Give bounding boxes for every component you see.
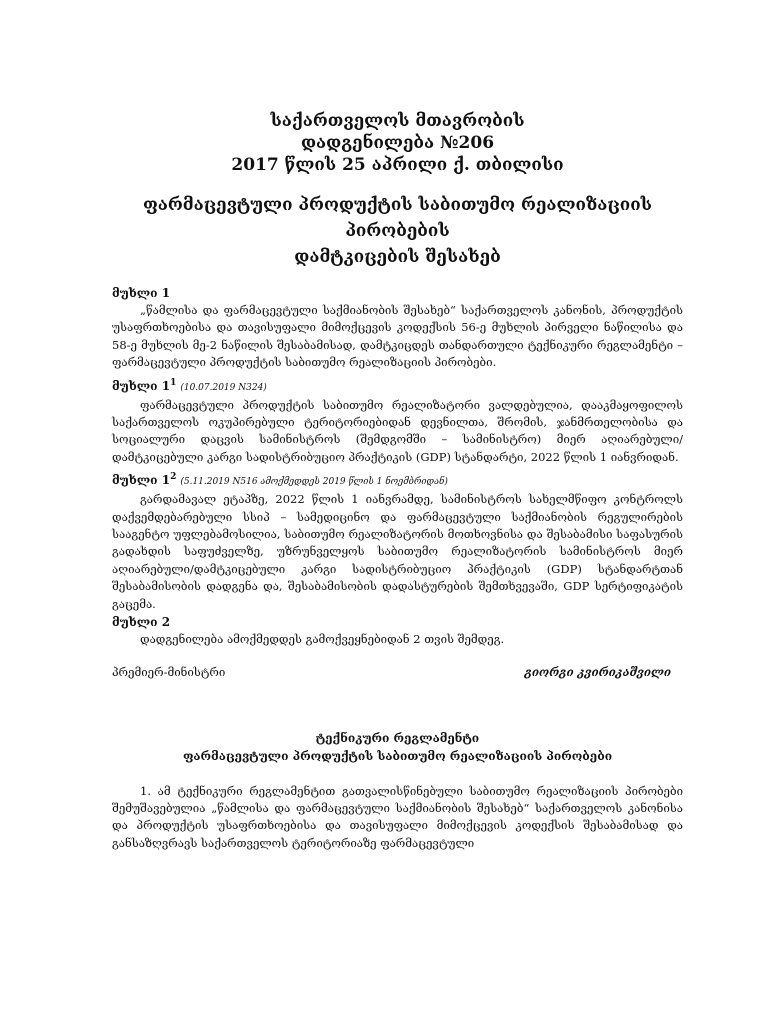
signature-position: პრემიერ-მინისტრი [112, 664, 226, 679]
article-1-2-heading [112, 468, 683, 491]
title-line-2: დამტკიცების შესახებ [294, 247, 501, 267]
article-2-text: დადგენილება ამოქმედდეს გამოქვეყნებიდან 2 თვის შემდეგ. [140, 632, 505, 647]
regulation-title: ტექნიკური რეგლამენტი [315, 730, 480, 745]
article-2-heading [112, 613, 683, 631]
document-title [112, 192, 683, 270]
article-superscript: 2 [170, 472, 177, 483]
article-1-1-heading [112, 374, 683, 397]
regulation-paragraph-1: 1. ამ ტექნიკური რეგლამენტით გათვალისწინებული საბითუმო რეალიზაციის პირობები შემუშავებულია „წამლისა და ფარმაცევტული საქმიანობის შესახებ“ საქართველოს კანონისა და პროდუქტის უსაფრთხოებისა და თავისუფალი მიმოქცევის კოდექსის შესაბამისად და განსაზღვრავს საქართველოს ტერიტორიაზე ფარმაცევტული [112, 783, 683, 850]
article-heading-text: მუხლი 2 [112, 615, 171, 630]
amendment-note: (5.11.2019 N516 ამოქმედდეს 2019 წლის 1 ნოემბრიდან) [180, 477, 448, 488]
articles [112, 284, 683, 649]
header-government: საქართველოს მთავრობის [270, 111, 525, 131]
signature-block [112, 665, 683, 679]
article-heading-text: მუხლი 1 [112, 473, 171, 488]
header-date-place: 2017 წლის 25 აპრილი ქ. თბილისი [231, 155, 564, 175]
article-1-2-text: გარდამავალ ეტაპზე, 2022 წლის 1 იანვრამდე, სამინისტროს სახელმწიფო კონტროლს დაქვემდებარებული სსიპ – სამედიცინო და ფარმაცევტული საქმიანობის რეგულირების სააგენტო უფლებამოსილია, საბითუმო რეალიზატორის მოთხოვნისა და შესაბამისი საფასურის გადახდის საფუძველზე, უზრუნველყოს საბითუმო რეალიზატორის სამინისტროს მიერ აღიარებული/დამტკიცებული კარგი სადისტრიბუციო პრაქტიკის (GDP) სტანდარტთან შესაბამისობის დადგენა და, შესაბამისობის დადასტურების შემთხვევაში, GDP სერტიფიკატის გაცემა. [112, 492, 683, 611]
article-superscript: 1 [170, 377, 177, 388]
article-1-1-text: ფარმაცევტული პროდუქტის საბითუმო რეალიზატორი ვალდებულია, დააკმაყოფილოს საქართველოს ოკუპირებული ტერიტორიებიდან დევნილთა, შრომის, ჯანმრთელობისა და სოციალური დაცვის სამინისტროს (შემდგომში – სამინისტრო) მიერ აღიარებული/დამტკიცებული კარგი სადისტრიბუციო პრაქტიკის (GDP) სტანდარტი, 2022 წლის 1 იანვრიდან. [112, 397, 683, 464]
article-1-text: „წამლისა და ფარმაცევტული საქმიანობის შესახებ“ საქართველოს კანონის, პროდუქტის უსაფრთხოებისა და თავისუფალი მიმოქცევის კოდექსის 56-ე მუხლის პირველი ნაწილისა და 58-ე მუხლის მე-2 ნაწილის შესაბამისად, დამტკიცდეს თანდართული ტექნიკური რეგლამენტი – ფარმაცევტული პროდუქტის საბითუმო რეალიზაციის პირობები. [112, 303, 683, 370]
article-1-heading [112, 284, 683, 302]
regulation-subtitle: ფარმაცევტული პროდუქტის საბითუმო რეალიზაციის პირობები [182, 748, 613, 763]
signature-name: გიორგი კვირიკაშვილი [524, 664, 671, 679]
article-heading-text: მუხლი 1 [112, 378, 171, 393]
article-heading-text: მუხლი 1 [112, 286, 171, 300]
title-line-1: ფარმაცევტული პროდუქტის საბითუმო რეალიზაციის პირობების [143, 195, 652, 241]
header-decree-number: დადგენილება №206 [300, 133, 495, 153]
amendment-note: (10.07.2019 N324) [180, 382, 267, 393]
